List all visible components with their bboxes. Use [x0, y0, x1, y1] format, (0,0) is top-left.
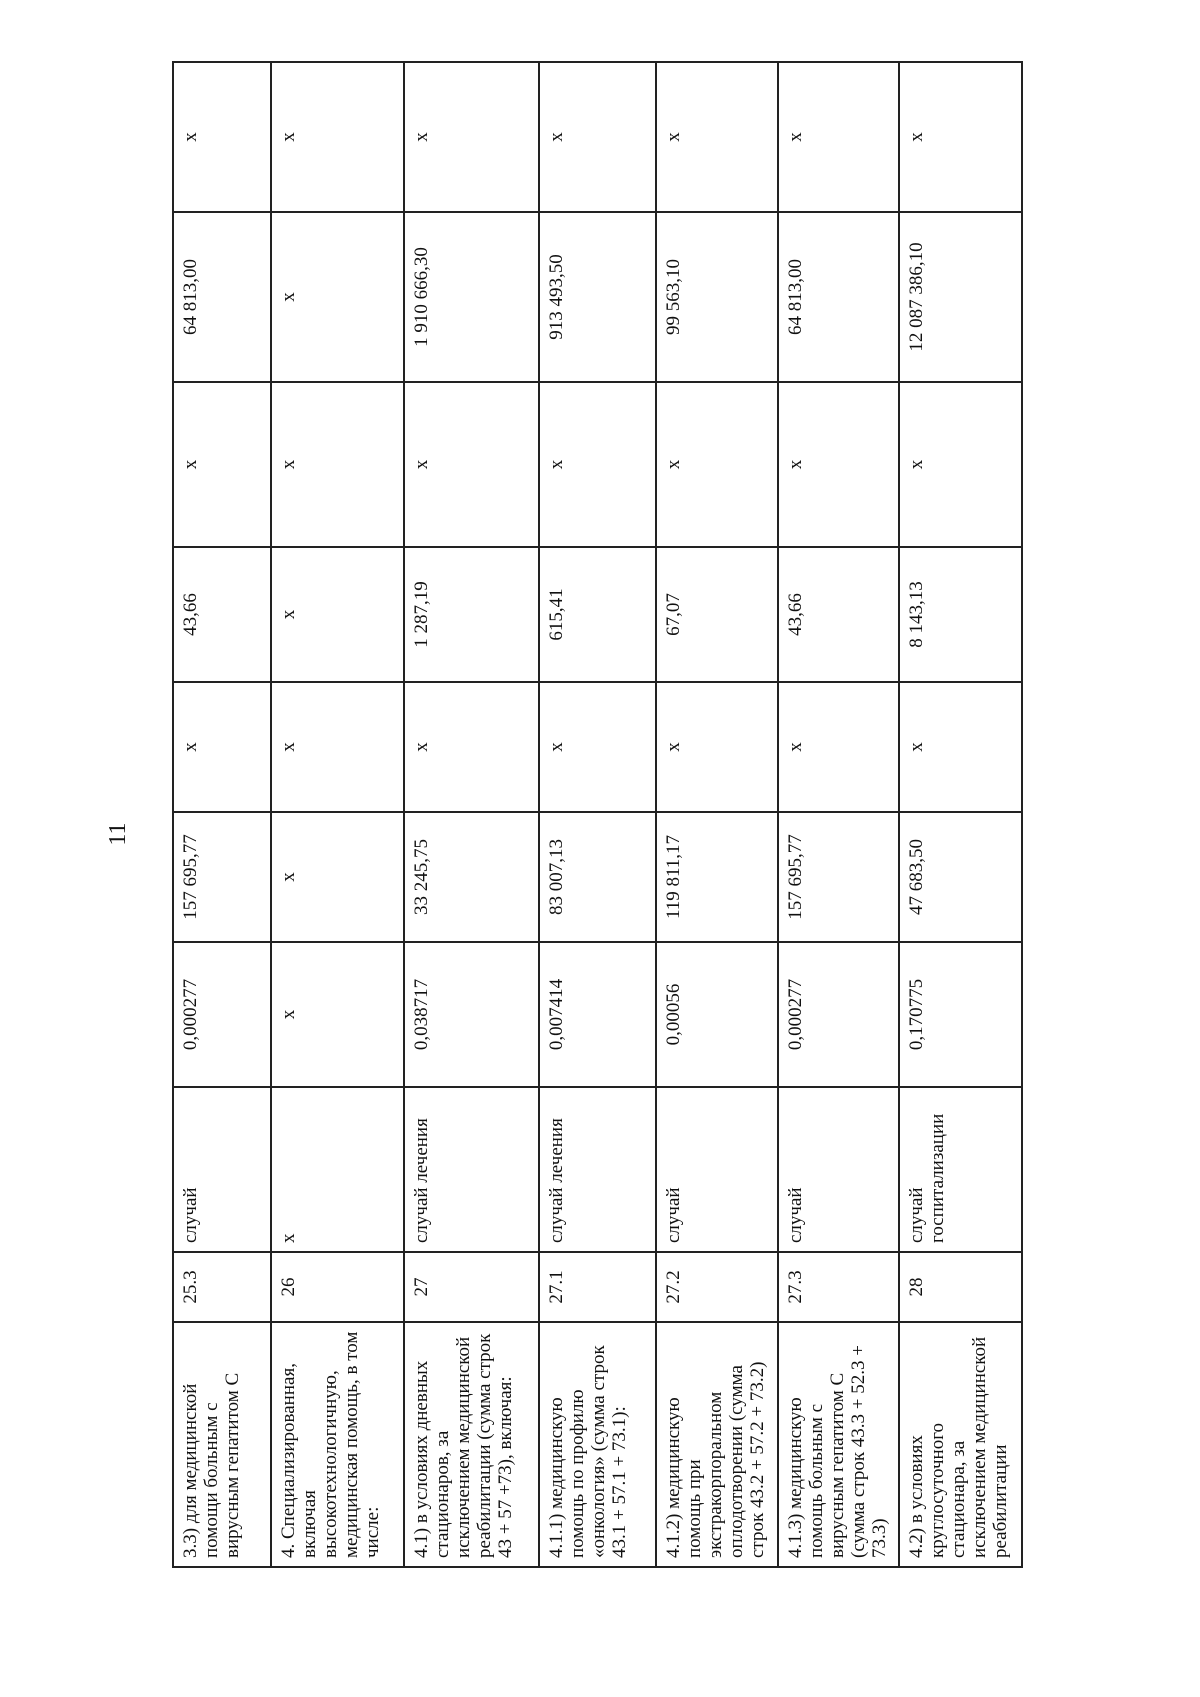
line-number-cell: 27.2	[656, 1252, 778, 1322]
budget-total-cell: х	[778, 382, 900, 547]
budget-per-capita-cell: х	[899, 682, 1022, 812]
budget-total-cell: х	[656, 382, 778, 547]
unit-cell: случай госпитализации	[899, 1087, 1022, 1252]
oms-per-capita-cell: х	[271, 547, 404, 682]
line-number-cell: 25.3	[173, 1252, 271, 1322]
cost-norm-cell: 47 683,50	[899, 812, 1022, 942]
oms-total-cell: 12 087 386,10	[899, 212, 1022, 382]
row-name-cell: 4.1.1) медицинскую помощь по профилю «онкология» (сумма строк 43.1 + 57.1 + 73.1):	[539, 1322, 656, 1567]
volume-norm-cell: 0,038717	[404, 942, 539, 1087]
cost-norm-cell: 157 695,77	[173, 812, 271, 942]
table-row	[404, 62, 539, 1567]
oms-total-cell: 913 493,50	[539, 212, 656, 382]
cost-norm-cell: 33 245,75	[404, 812, 539, 942]
oms-per-capita-cell: 43,66	[173, 547, 271, 682]
line-number-cell: 28	[899, 1252, 1022, 1322]
unit-cell: случай лечения	[539, 1087, 656, 1252]
budget-per-capita-cell: х	[404, 682, 539, 812]
page-number: 11	[105, 822, 131, 846]
budget-per-capita-cell: х	[173, 682, 271, 812]
oms-total-cell: 99 563,10	[656, 212, 778, 382]
budget-per-capita-cell: х	[778, 682, 900, 812]
cost-norm-cell: 157 695,77	[778, 812, 900, 942]
table-row	[656, 62, 778, 1567]
oms-total-cell: 64 813,00	[778, 212, 900, 382]
oms-total-cell: х	[271, 212, 404, 382]
line-number-cell: 27.1	[539, 1252, 656, 1322]
budget-total-cell: х	[173, 382, 271, 547]
table-row	[778, 62, 900, 1567]
oms-total-cell: 1 910 666,30	[404, 212, 539, 382]
unit-cell: случай лечения	[404, 1087, 539, 1252]
table-row	[173, 62, 271, 1567]
row-name-cell: 4.1.3) медицинскую помощь больным с вирусным гепатитом С (сумма строк 43.3 + 52.3 + 73.3)	[778, 1322, 900, 1567]
budget-total-cell: х	[271, 382, 404, 547]
row-name-cell: 4. Специализированная, включая высокотехнологичную, медицинская помощь, в том числе:	[271, 1322, 404, 1567]
table-row	[539, 62, 656, 1567]
budget-total-cell: х	[899, 382, 1022, 547]
share-cell: х	[899, 62, 1022, 212]
oms-total-cell: 64 813,00	[173, 212, 271, 382]
row-name-cell: 4.1) в условиях дневных стационаров, за исключением медицинской реабилитации (сумма строк 43 + 57 +73), включая:	[404, 1322, 539, 1567]
volume-norm-cell: 0,000277	[778, 942, 900, 1087]
share-cell: х	[656, 62, 778, 212]
line-number-cell: 27	[404, 1252, 539, 1322]
budget-per-capita-cell: х	[656, 682, 778, 812]
volume-norm-cell: 0,00056	[656, 942, 778, 1087]
oms-per-capita-cell: 8 143,13	[899, 547, 1022, 682]
rotated-table-container	[172, 63, 1023, 1568]
line-number-cell: 26	[271, 1252, 404, 1322]
budget-total-cell: х	[404, 382, 539, 547]
table-row	[899, 62, 1022, 1567]
volume-norm-cell: х	[271, 942, 404, 1087]
oms-per-capita-cell: 1 287,19	[404, 547, 539, 682]
share-cell: х	[404, 62, 539, 212]
budget-per-capita-cell: х	[271, 682, 404, 812]
cost-norm-cell: 119 811,17	[656, 812, 778, 942]
unit-cell: случай	[778, 1087, 900, 1252]
share-cell: х	[539, 62, 656, 212]
share-cell: х	[271, 62, 404, 212]
share-cell: х	[778, 62, 900, 212]
table-row	[271, 62, 404, 1567]
unit-cell: х	[271, 1087, 404, 1252]
unit-cell: случай	[656, 1087, 778, 1252]
budget-per-capita-cell: х	[539, 682, 656, 812]
oms-per-capita-cell: 43,66	[778, 547, 900, 682]
row-name-cell: 4.1.2) медицинскую помощь при экстракорпоральном оплодотворении (сумма строк 43.2 + 57.2 + 73.2)	[656, 1322, 778, 1567]
cost-norm-cell: 83 007,13	[539, 812, 656, 942]
share-cell: х	[173, 62, 271, 212]
row-name-cell: 4.2) в условиях круглосуточного стационара, за исключением медицинской реабилитации	[899, 1322, 1022, 1567]
volume-norm-cell: 0,000277	[173, 942, 271, 1087]
oms-per-capita-cell: 67,07	[656, 547, 778, 682]
budget-total-cell: х	[539, 382, 656, 547]
volume-norm-cell: 0,007414	[539, 942, 656, 1087]
financing-table	[172, 61, 1023, 1568]
line-number-cell: 27.3	[778, 1252, 900, 1322]
row-name-cell: 3.3) для медицинской помощи больным с вирусным гепатитом С	[173, 1322, 271, 1567]
cost-norm-cell: х	[271, 812, 404, 942]
volume-norm-cell: 0,170775	[899, 942, 1022, 1087]
unit-cell: случай	[173, 1087, 271, 1252]
oms-per-capita-cell: 615,41	[539, 547, 656, 682]
